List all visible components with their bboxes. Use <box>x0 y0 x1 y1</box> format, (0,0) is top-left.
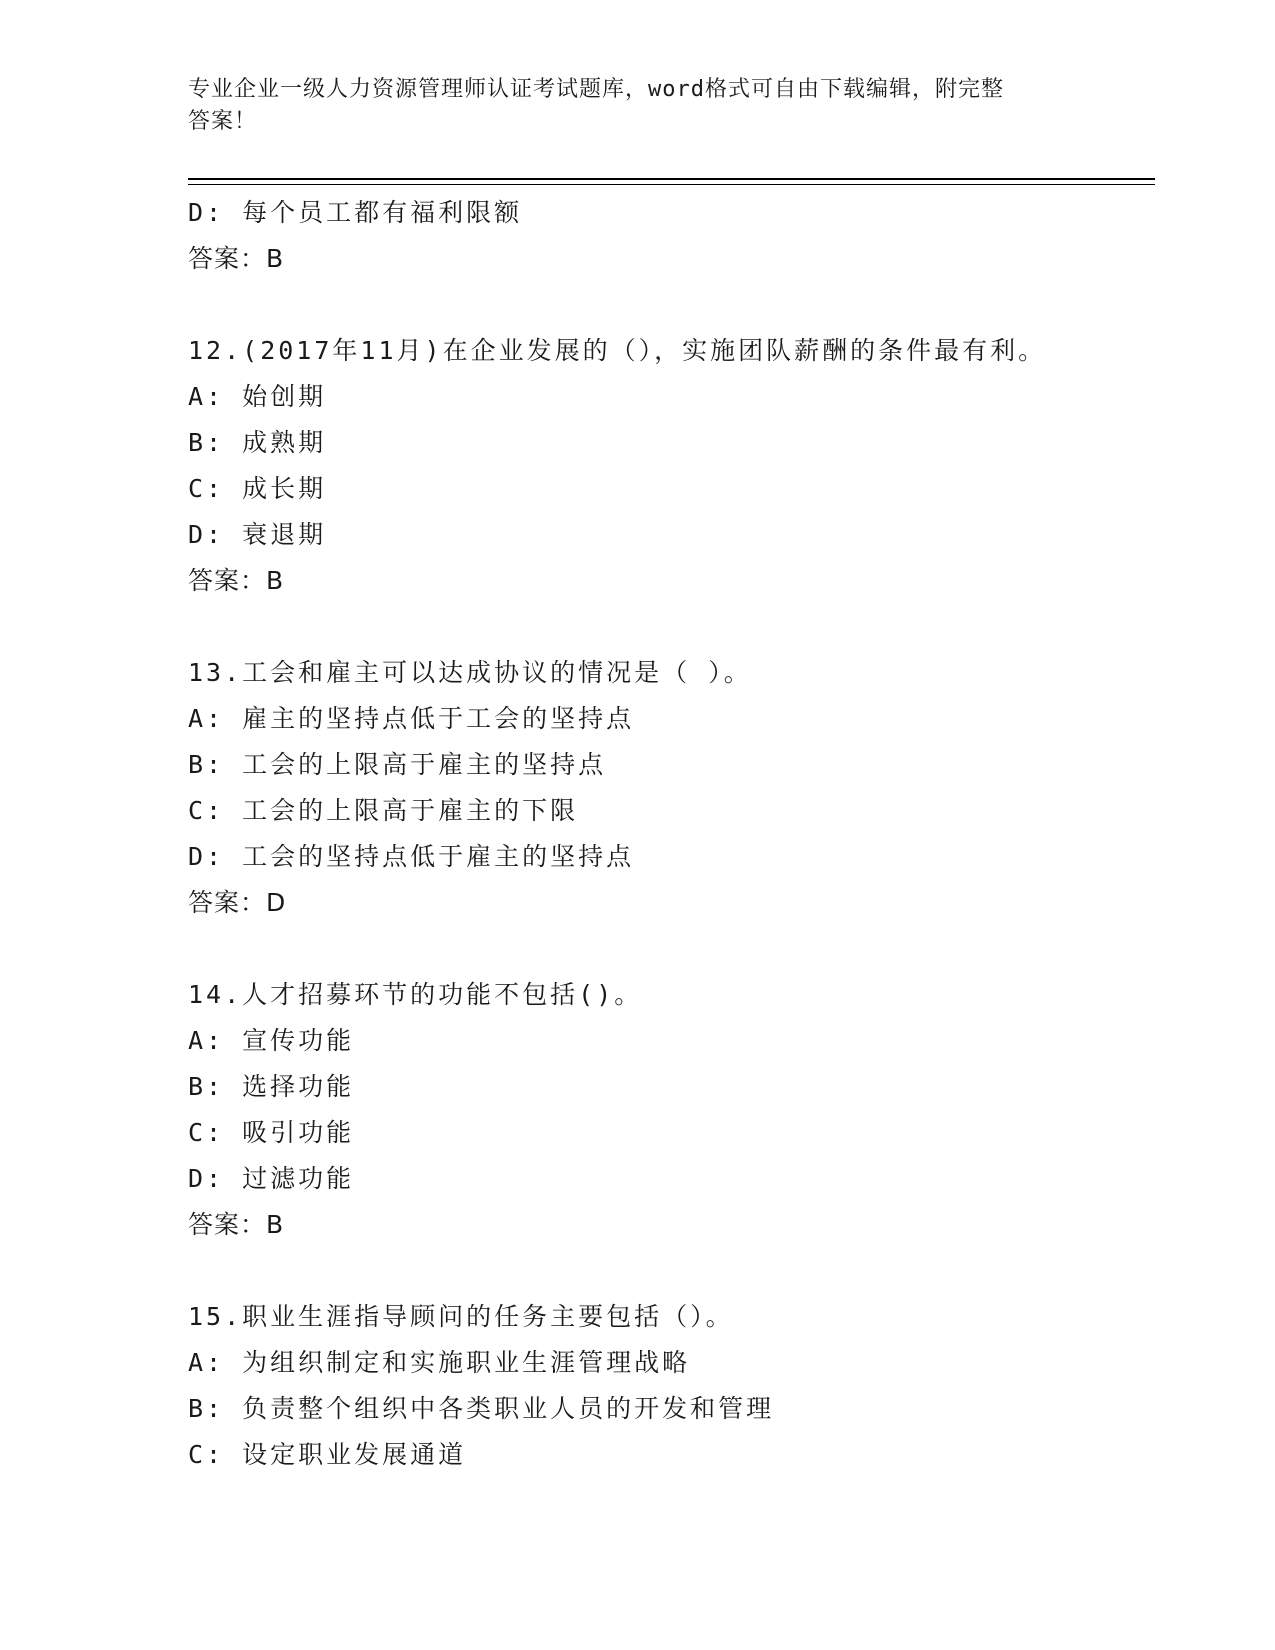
question-15 <box>188 1294 1148 1478</box>
option-a: A: 始创期 <box>188 382 327 411</box>
answer: 答案：B <box>188 566 285 595</box>
question-12 <box>188 328 1148 604</box>
option-b: B: 选择功能 <box>188 1072 355 1101</box>
option-d: D: 过滤功能 <box>188 1164 355 1193</box>
spacer <box>188 926 1148 972</box>
header-line-1: 专业企业一级人力资源管理师认证考试题库，word格式可自由下载编辑，附完整 <box>188 77 1004 102</box>
option-c: C: 吸引功能 <box>188 1118 355 1147</box>
answer: 答案：B <box>188 244 285 273</box>
answer: 答案：B <box>188 1210 285 1239</box>
header-line-2: 答案！ <box>188 109 258 134</box>
question-stem: 13.工会和雇主可以达成协议的情况是（ ）。 <box>188 658 752 687</box>
spacer <box>188 282 1148 328</box>
question-stem: 15.职业生涯指导顾问的任务主要包括（）。 <box>188 1302 734 1331</box>
header-divider-thin <box>188 184 1155 185</box>
option-a: A: 雇主的坚持点低于工会的坚持点 <box>188 704 635 733</box>
option-d: D: 工会的坚持点低于雇主的坚持点 <box>188 842 635 871</box>
option-b: B: 负责整个组织中各类职业人员的开发和管理 <box>188 1394 775 1423</box>
option-b: B: 工会的上限高于雇主的坚持点 <box>188 750 607 779</box>
question-13 <box>188 650 1148 926</box>
header-divider-thick <box>188 178 1155 180</box>
page-header <box>188 74 1088 138</box>
option-d: D: 每个员工都有福利限额 <box>188 198 523 227</box>
spacer <box>188 1248 1148 1294</box>
spacer <box>188 604 1148 650</box>
option-c: C: 工会的上限高于雇主的下限 <box>188 796 579 825</box>
option-c: C: 设定职业发展通道 <box>188 1440 467 1469</box>
option-a: A: 为组织制定和实施职业生涯管理战略 <box>188 1348 691 1377</box>
option-c: C: 成长期 <box>188 474 327 503</box>
previous-question-tail <box>188 190 1148 282</box>
option-a: A: 宣传功能 <box>188 1026 355 1055</box>
option-d: D: 衰退期 <box>188 520 327 549</box>
document-body <box>188 190 1148 1478</box>
question-stem: 14.人才招募环节的功能不包括()。 <box>188 980 643 1009</box>
question-14 <box>188 972 1148 1248</box>
answer: 答案：D <box>188 888 287 917</box>
option-b: B: 成熟期 <box>188 428 327 457</box>
question-stem: 12.(2017年11月)在企业发展的（），实施团队薪酬的条件最有利。 <box>188 336 1047 365</box>
